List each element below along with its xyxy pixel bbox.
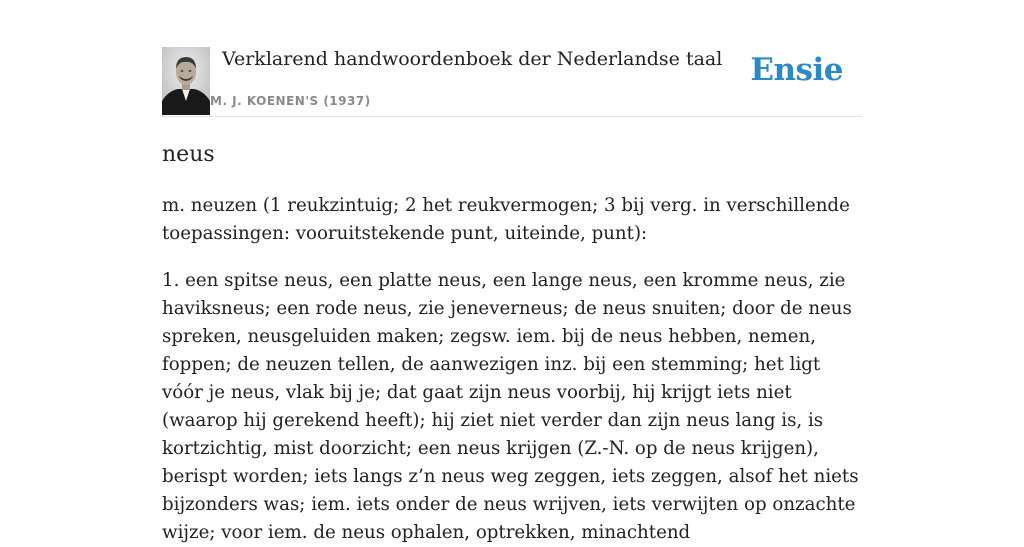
avatar: [162, 47, 210, 115]
book-title: Verklarend handwoordenboek der Nederlandse taal: [222, 48, 723, 70]
header: [162, 46, 862, 117]
entry-sense-1: 1. een spitse neus, een platte neus, een lange neus, een kromme neus, zie haviksneus; een rode neus, zie jeneverneus; de neus snuiten; door de neus spreken, neusgeluiden maken; zegsw. iem. bij de neus hebben, nemen, foppen; de neuzen tellen, de aanwezigen inz. bij een stemming; het ligt vóór je neus, vlak bij je; dat gaat zijn neus voorbij, hij krijgt iets niet (waarop hij gerekend heeft); hij ziet niet verder dan zijn neus lang is, is kortzichtig, mist doorzicht; een neus krijgen (Z.-N. op de neus krijgen), berispt worden; iets langs z’n neus weg zeggen, iets zeggen, alsof het niets bijzonders was; iem. iets onder de neus wrijven, iets verwijten op onzachte wijze; voor iem. de neus ophalen, optrekken, minachtend: [162, 270, 859, 543]
book-author: M. J. KOENEN'S (1937): [210, 94, 371, 108]
ensie-logo-link[interactable]: Ensie: [750, 52, 843, 88]
entry-headword: neus: [162, 142, 215, 167]
entry-content: [162, 140, 862, 547]
author-portrait-icon: [162, 47, 210, 115]
entry-definition: m. neuzen (1 reukzintuig; 2 het reukvermogen; 3 bij verg. in verschillende toepassingen: vooruitstekende punt, uiteinde, punt):: [162, 195, 850, 244]
